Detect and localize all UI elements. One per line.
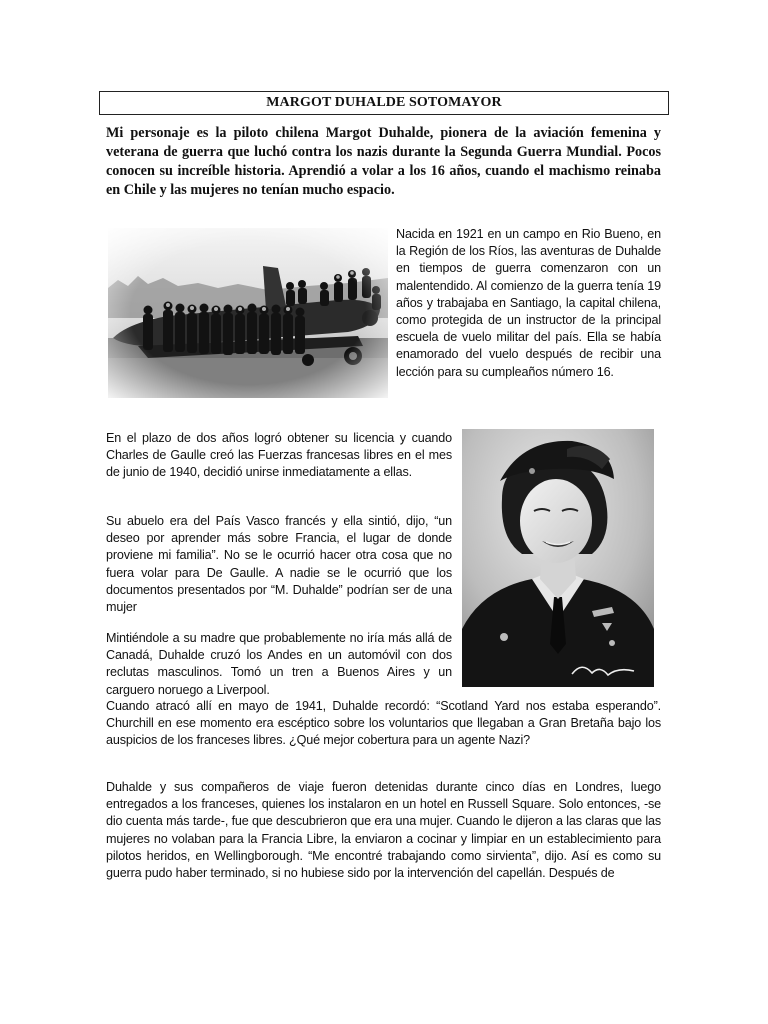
intro-paragraph: Mi personaje es la piloto chilena Margot Duhalde, pionera de la aviación femenina y veterana de guerra que luchó contra los nazis durante la Segunda Guerra Mundial. Pocos conocen su increíble historia. Aprendió a volar a los 16 años, cuando el machismo reinaba en Chile y las mujeres no tenían mucho espacio. <box>106 125 661 198</box>
license-paragraph: En el plazo de dos años logró obtener su licencia y cuando Charles de Gaulle creó las Fuerzas francesas libres en el mes de junio de 1940, decidió unirse inmediatamente a ellas. <box>106 431 452 480</box>
airplane-group-photo <box>108 228 388 398</box>
page-title: MARGOT DUHALDE SOTOMAYOR <box>99 91 669 115</box>
basque-paragraph: Su abuelo era del País Vasco francés y ella sintió, dijo, “un deseo por aprender más sobre Francia, el lugar de donde proviene mi familia”. No se le ocurrió hacer otra cosa que no fuera volar para De Gaulle. A nadie se le ocurrió que los documentos presentados por “M. Duhalde” podrían ser de una mujer <box>106 514 452 615</box>
liverpool-paragraph: Cuando atracó allí en mayo de 1941, Duhalde recordó: “Scotland Yard nos estaba esperando”. Churchill en ese momento era escéptico sobre los voluntarios que llegaban a Gran Bretaña bajo los auspicios de los franceses libres. ¿Qué mejor cobertura para un agente Nazi? <box>106 699 661 748</box>
margot-portrait-photo <box>462 429 654 687</box>
london-paragraph: Duhalde y sus compañeros de viaje fueron detenidas durante cinco días en Londres, luego entregados a los franceses, quienes los instalaron en un hotel en Russell Square. Solo entonces, -se dio cuenta más tarde-, fue que descubrieron que era una mujer. Cuando le dijeron a las claras que las mujeres no volaban para la Francia Libre, la enviaron a cocinar y limpiar en un establecimiento para pilotos heridos, en Wellingborough. “Me encontré trabajando como sirvienta”, dijo. Así es como su guerra pudo haber terminado, si no hubiese sido por la intervención del capellán. Después de <box>106 780 661 881</box>
journey-paragraph: Mintiéndole a su madre que probablemente no iría más allá de Canadá, Duhalde cruzó los Andes en un automóvil con dos reclutas masculinos. Tomó un tren a Buenos Aires y un carguero noruego a Liverpool. <box>106 631 452 697</box>
birth-paragraph: Nacida en 1921 en un campo en Rio Bueno, en la Región de los Ríos, las aventuras de Duhalde en tiempos de guerra comenzaron con un malentendido. Al comienzo de la guerra tenía 19 años y trabajaba en Santiago, la capital chilena, como protegida de un instructor de la principal escuela de vuelo militar del país. Ella se había enamorado del vuelo después de recibir una lección para su cumpleaños número 16. <box>396 227 661 379</box>
